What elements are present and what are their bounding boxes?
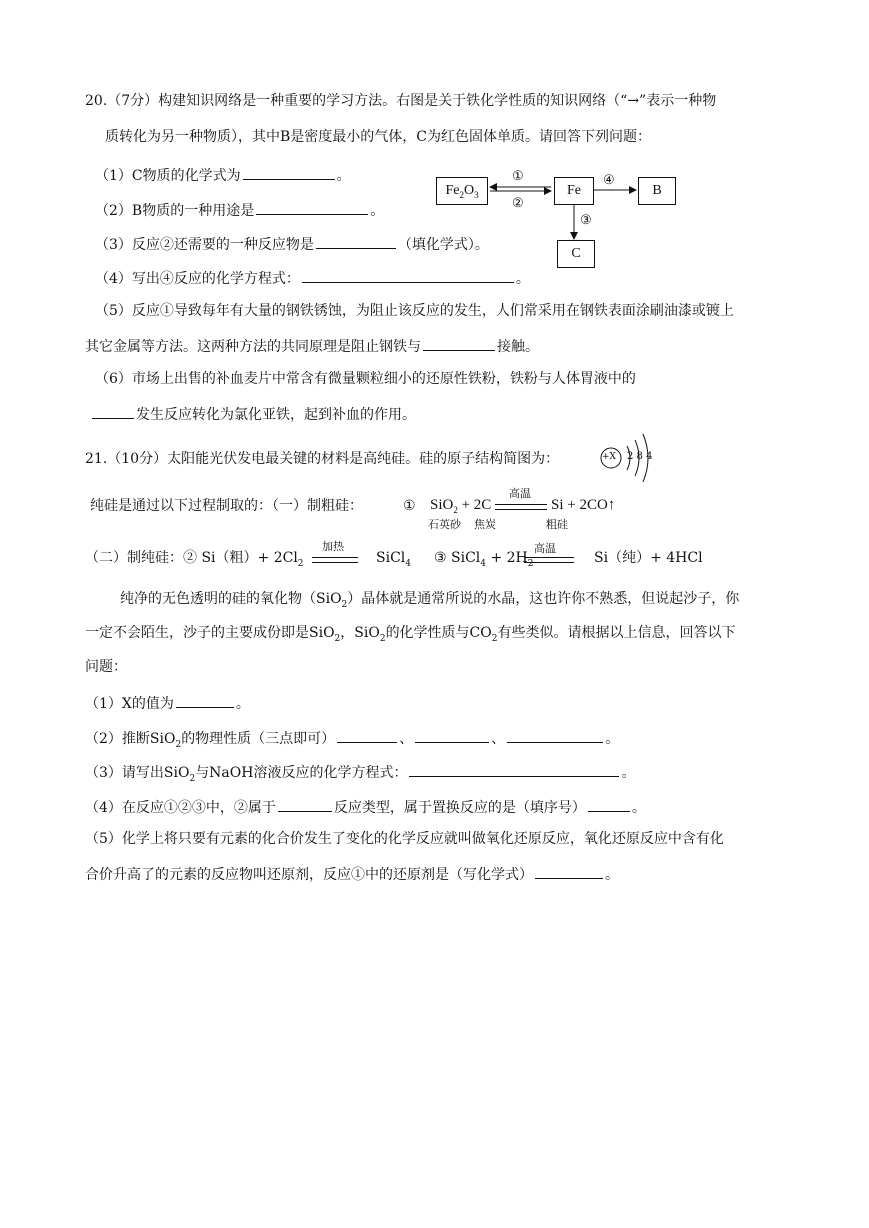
q20-part2-end: 。: [370, 203, 385, 219]
node-fe2o3-sub1: 2: [459, 189, 464, 200]
q21-answer-blank-3[interactable]: [409, 762, 619, 777]
q21-answer-blank-1[interactable]: [176, 693, 234, 708]
diagram-arrows: [480, 170, 660, 270]
q21-part2-b: 的物理性质（三点即可）: [181, 731, 336, 747]
q21-part4-a: （4）在反应①②③中，②属于: [85, 800, 276, 816]
q21-paragraph-line1: [120, 590, 739, 614]
q21-answer-blank-4a[interactable]: [278, 797, 332, 812]
q21-part5-text: 合价升高了的元素的反应物叫还原剂，反应①中的还原剂是（写化学式）: [85, 867, 533, 883]
para2-sub2: 2: [379, 633, 386, 644]
para1-b: ）晶体就是通常所说的水晶，这也许你不熟悉，但说起沙子，你: [347, 591, 740, 607]
q21-part1: [85, 693, 250, 713]
q21-part5-end: 。: [605, 867, 619, 883]
eq3-products: Si（纯）+ 4HCl: [594, 550, 703, 566]
eq2-reactants: （二）制纯硅：② Si（粗）+ 2Cl: [85, 550, 298, 566]
atom-electrons: 2 8 4: [627, 451, 653, 462]
q20-part6-text: 发生反应转化为氯化亚铁，起到补血的作用。: [136, 407, 416, 423]
para2-c: 的化学性质与CO: [385, 625, 492, 641]
q20-answer-blank-4[interactable]: [302, 268, 514, 283]
q20-part5-line1: （5）反应①导致每年有大量的钢铁锈蚀，为阻止该反应的发生，人们常采用在钢铁表面涂刷油漆或镀上: [95, 303, 734, 319]
q20-part2: [95, 200, 384, 220]
q20-part3-end: （填化学式）。: [397, 237, 489, 253]
q20-answer-blank-6[interactable]: [92, 404, 134, 419]
q21-part3-sub: 2: [189, 773, 196, 784]
q21-part4: [85, 797, 646, 817]
eq1-sub: 2: [453, 505, 458, 515]
label-reaction-1: ①: [512, 169, 524, 184]
eq3-sub2: 2: [527, 558, 534, 569]
eq3-condition: 高温: [534, 542, 556, 555]
eq1-label-coke: 焦炭: [474, 518, 496, 531]
eq1-label-crude-si: 粗硅: [546, 518, 568, 531]
label-reaction-2: ②: [512, 196, 524, 211]
para2-b: ，SiO: [340, 625, 380, 641]
q20-part1: [95, 165, 351, 185]
node-fe: Fe: [554, 177, 594, 205]
label-reaction-4: ④: [603, 173, 615, 188]
q21-answer-blank-2a[interactable]: [337, 728, 397, 743]
eq1-reactants: [430, 497, 491, 515]
eq1-equals: [495, 504, 547, 510]
q20-part3-text: （3）反应②还需要的一种反应物是: [95, 237, 314, 253]
q21-answer-blank-2c[interactable]: [507, 728, 603, 743]
q21-answer-blank-5[interactable]: [535, 864, 603, 879]
q21-part2: [85, 728, 619, 754]
q21-answer-blank-4b[interactable]: [588, 797, 630, 812]
q20-part5-end: 接触。: [497, 339, 539, 355]
q21-part4-end: 。: [631, 800, 646, 816]
q21-part1-end: 。: [235, 696, 250, 712]
q21-part3-b: 与NaOH溶液反应的化学方程式：: [195, 765, 408, 781]
eq2-product: [376, 549, 411, 573]
q20-part6-line1: （6）市场上出售的补血麦片中常含有微量颗粒细小的还原性铁粉，铁粉与人体胃液中的: [95, 371, 636, 387]
q20-part4-text: （4）写出④反应的化学方程式：: [95, 271, 300, 287]
q21-intro: 21.（10分）太阳能光伏发电最关键的材料是高纯硅。硅的原子结构简图为：: [85, 451, 560, 467]
para1-sub: 2: [341, 599, 348, 610]
q21-paragraph-line2: [85, 624, 736, 648]
eq2-sicl: SiCl: [376, 550, 406, 566]
eq2-product-sub: 4: [405, 558, 411, 569]
q20-part1-text: （1）C物质的化学式为: [95, 168, 241, 184]
q20-answer-blank-1[interactable]: [243, 165, 335, 180]
node-fe2o3-sub2: 3: [474, 189, 479, 200]
q21-part3: [85, 762, 635, 788]
atom-nucleus: +X: [602, 452, 616, 462]
q21-part3-a: （3）请写出SiO: [85, 765, 190, 781]
eq2-condition: 加热: [322, 540, 344, 553]
eq1-label-quartz: 石英砂: [428, 518, 461, 531]
eq3-h: + 2H: [486, 550, 528, 566]
q21-part5-line1: （5）化学上将只要有元素的化合价发生了变化的化学反应就叫做氧化还原反应，氧化还原反应中含有化: [85, 831, 724, 847]
q20-part1-end: 。: [336, 168, 351, 184]
q21-part2-sub: 2: [175, 739, 182, 750]
node-c: C: [557, 240, 595, 268]
eq1-condition: 高温: [509, 487, 531, 500]
para2-d: 有些类似。请根据以上信息，回答以下: [497, 625, 736, 641]
q20-part3: [95, 234, 489, 254]
q20-part2-text: （2）B物质的一种用途是: [95, 203, 255, 219]
eq3-reactants: [434, 549, 533, 573]
q21-production-2: [85, 549, 304, 573]
q20-answer-blank-3[interactable]: [316, 234, 396, 249]
q20-intro-line2: 质转化为另一种物质），其中B是密度最小的气体，C为红色固体单质。请回答下列问题：: [105, 129, 651, 145]
q20-part5-text: 其它金属等方法。这两种方法的共同原理是阻止钢铁与: [85, 339, 421, 355]
eq3-equals: [524, 557, 574, 563]
label-reaction-3: ③: [580, 213, 592, 228]
eq3-sicl: ③ SiCl: [434, 550, 481, 566]
q20-part6-line2: [90, 404, 416, 424]
q20-part5-line2: [85, 336, 539, 356]
eq1-plus-c: + 2C: [457, 497, 492, 513]
node-fe2o3-label-a: Fe: [445, 183, 460, 198]
node-fe2o3-label-b: O: [463, 183, 475, 198]
para2-a: 一定不会陌生，沙子的主要成份即是SiO: [85, 625, 335, 641]
q21-part3-end: 。: [621, 765, 636, 781]
q21-answer-blank-2b[interactable]: [415, 728, 489, 743]
q21-part2-end: 。: [605, 731, 620, 747]
para2-sub1: 2: [334, 633, 341, 644]
eq1-sio: SiO: [430, 497, 454, 513]
q20-answer-blank-5[interactable]: [423, 336, 495, 351]
q21-part5-line2: [85, 864, 619, 884]
q21-part2-sep2: 、: [491, 731, 506, 747]
eq1-products: Si + 2CO↑: [551, 497, 616, 513]
q20-answer-blank-2[interactable]: [256, 200, 368, 215]
para2-sub3: 2: [491, 633, 498, 644]
eq1-number: ①: [403, 498, 416, 514]
q21-part1-text: （1）X的值为: [85, 696, 174, 712]
q20-part4-end: 。: [515, 271, 530, 287]
q21-paragraph-line3: 问题：: [85, 659, 127, 675]
eq2-sub: 2: [297, 558, 304, 569]
q21-part2-sep1: 、: [399, 731, 414, 747]
para1-a: 纯净的无色透明的硅的氧化物（SiO: [120, 591, 342, 607]
eq3-sub1: 4: [480, 558, 486, 569]
q20-intro-line1: 20.（7分）构建知识网络是一种重要的学习方法。右图是关于铁化学性质的知识网络（“→”表示一种物: [85, 93, 717, 109]
q21-production-1: 纯硅是通过以下过程制取的：（一）制粗硅：: [90, 498, 363, 514]
q20-part4: [95, 268, 530, 288]
node-b: B: [638, 177, 676, 205]
q21-part2-a: （2）推断SiO: [85, 731, 176, 747]
q21-part4-b: 反应类型，属于置换反应的是（填序号）: [333, 800, 586, 816]
eq2-equals: [312, 557, 358, 563]
